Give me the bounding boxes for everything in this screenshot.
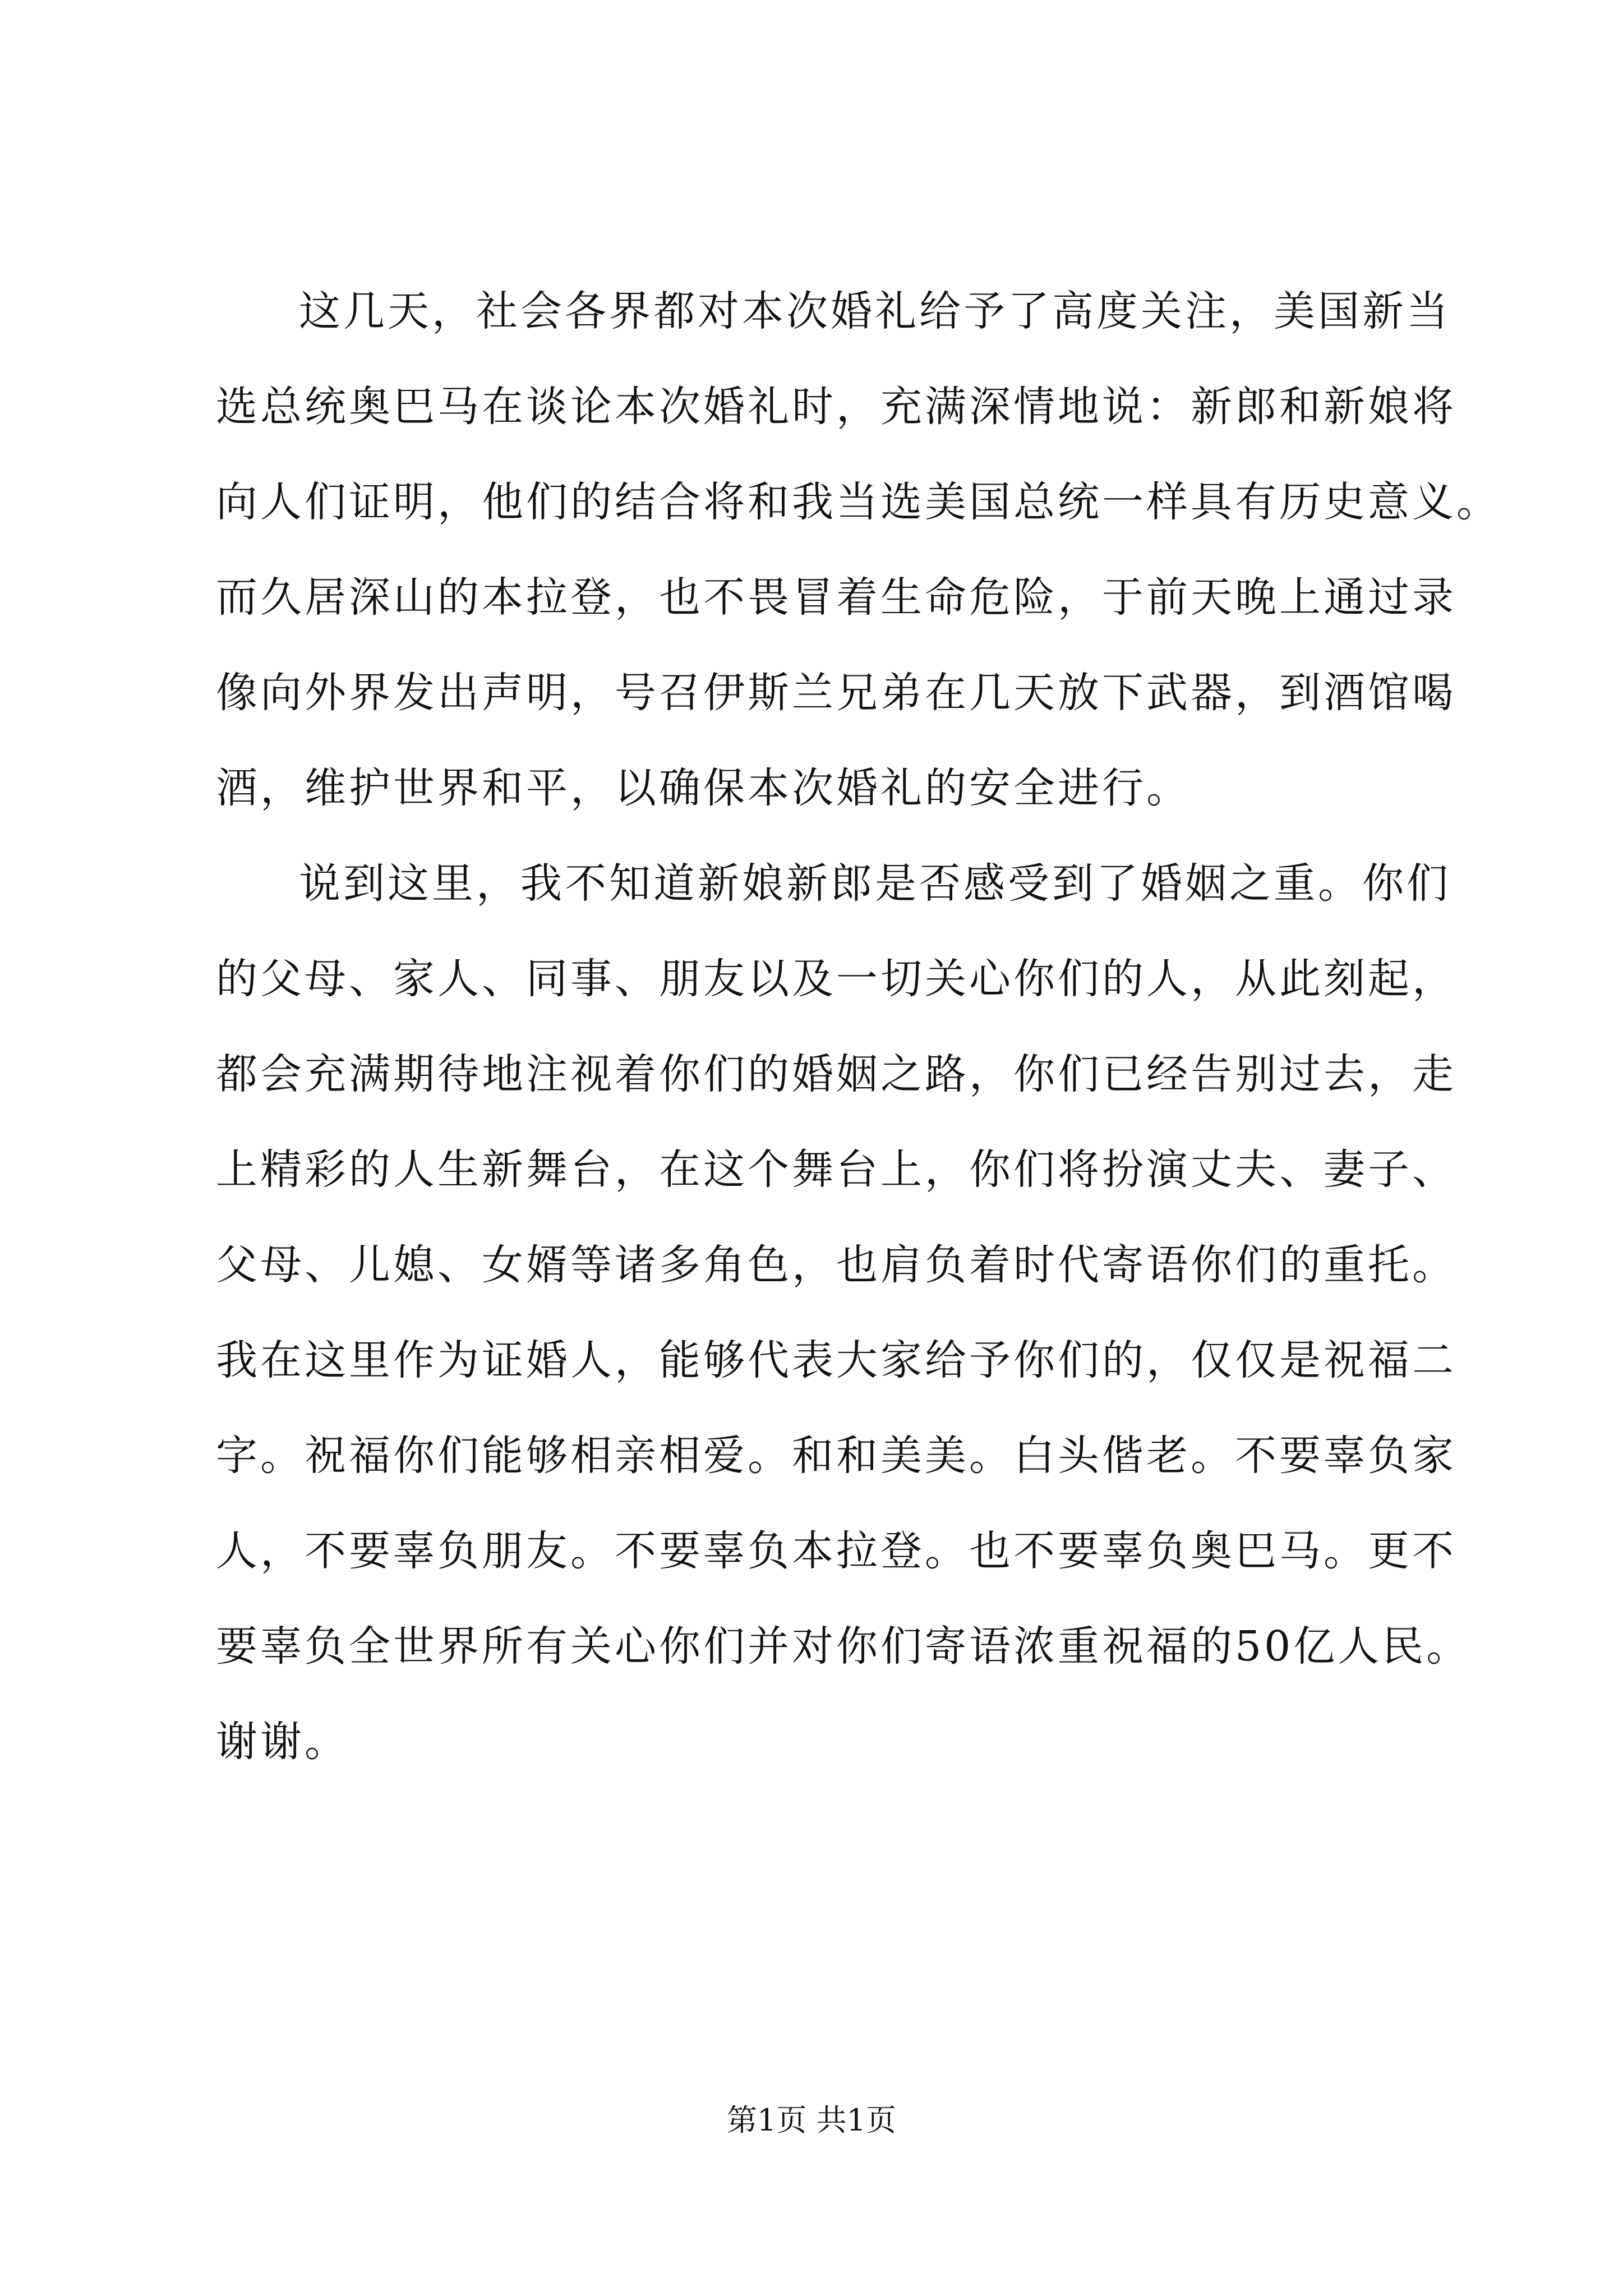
paragraph-2-line-1: 说到这里，我不知道新娘新郎是否感受到了婚姻之重。你们 xyxy=(299,859,1451,908)
paragraph-2-line-2: 的父母、家人、同事、朋友以及一切关心你们的人，从此刻起， xyxy=(216,955,1456,1003)
paragraph-2-line-7: 字。祝福你们能够相亲相爱。和和美美。白头偕老。不要辜负家 xyxy=(216,1432,1456,1480)
paragraph-2-line-3: 都会充满期待地注视着你们的婚姻之路，你们已经告别过去，走 xyxy=(216,1050,1456,1098)
paragraph-2-line-5: 父母、儿媳、女婿等诸多角色，也肩负着时代寄语你们的重托。 xyxy=(216,1241,1456,1289)
paragraph-1-line-6: 酒，维护世界和平，以确保本次婚礼的安全进行。 xyxy=(216,764,1191,812)
paragraph-2-line-9: 要辜负全世界所有关心你们并对你们寄语浓重祝福的50亿人民。 xyxy=(216,1622,1471,1671)
paragraph-1-line-4: 而久居深山的本拉登，也不畏冒着生命危险，于前天晚上通过录 xyxy=(216,573,1456,622)
paragraph-2-line-4: 上精彩的人生新舞台，在这个舞台上，你们将扮演丈夫、妻子、 xyxy=(216,1145,1456,1194)
paragraph-2-line-6: 我在这里作为证婚人，能够代表大家给予你们的，仅仅是祝福二 xyxy=(216,1336,1456,1384)
paragraph-1-line-3: 向人们证明，他们的结合将和我当选美国总统一样具有历史意义。 xyxy=(216,478,1501,526)
paragraph-1-line-5: 像向外界发出声明，号召伊斯兰兄弟在几天放下武器，到酒馆喝 xyxy=(216,669,1456,717)
document-body xyxy=(216,264,1501,1789)
paragraph-1-line-1: 这几天，社会各界都对本次婚礼给予了高度关注，美国新当 xyxy=(299,287,1451,335)
paragraph-2-line-8: 人，不要辜负朋友。不要辜负本拉登。也不要辜负奥巴马。更不 xyxy=(216,1527,1456,1575)
paragraph-2-line-10: 谢谢。 xyxy=(216,1718,349,1766)
paragraph-1-line-2: 选总统奥巴马在谈论本次婚礼时，充满深情地说：新郎和新娘将 xyxy=(216,383,1456,431)
page-number-footer: 第1页 共1页 xyxy=(727,2102,896,2138)
